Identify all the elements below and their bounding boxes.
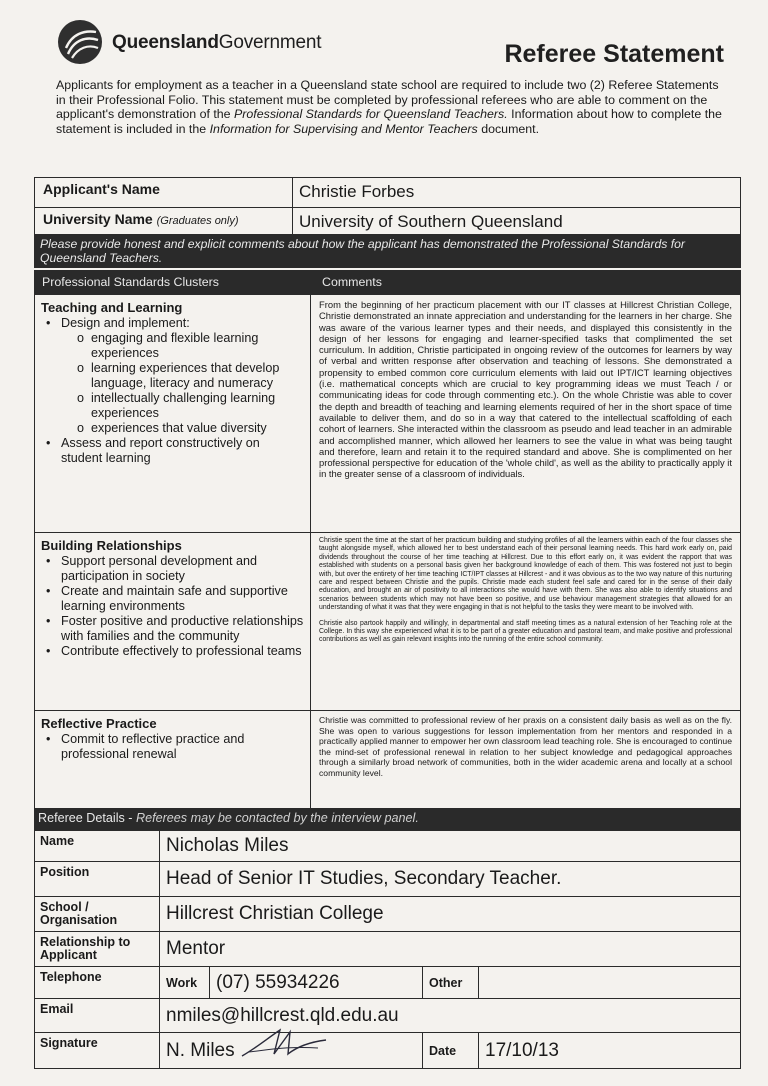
telephone-label: Telephone xyxy=(35,967,160,999)
relationship-field[interactable]: Mentor xyxy=(160,932,741,967)
list-item: • Foster positive and productive relationships with families and the community xyxy=(41,614,304,644)
intro-paragraph: Applicants for employment as a teacher in a Queensland state school are required to include two (2) Referee Statements in their Professional Folio. This statement must be completed by professional referees who are able to comment on the applicant's demonstration of the Professional Standards for Queensland Teachers. Information about how to complete the statement is included in the Information for Supervising and Mentor Teachers document. xyxy=(56,78,722,136)
document-title: Referee Statement xyxy=(504,40,724,68)
work-phone-label: Work xyxy=(160,967,210,999)
government-name: QueenslandGovernment xyxy=(112,32,322,53)
university-name-field[interactable]: University of Southern Queensland xyxy=(293,208,741,238)
list-item: • Contribute effectively to professional teams xyxy=(41,644,304,659)
comment-reflective-practice[interactable]: Christie was committed to professional review of her praxis on a consistent daily basis as well as on the fly. She was open to various suggestions for lesson implementation from her mentors and responded in a practically applied manner to empower her own classroom lead teaching role. She is encouraged to continue the mind-set of professional renewal in relation to her subject knowledge and pedagogical approaches through a similarly broad network of communities, both in the wider academic arena and locally at a school community level. xyxy=(311,711,741,809)
list-item: o engaging and flexible learning experiences xyxy=(61,331,304,361)
list-item: • Create and maintain safe and supportive learning environments xyxy=(41,584,304,614)
other-phone-field[interactable] xyxy=(479,967,741,999)
list-item: • Support personal development and participation in society xyxy=(41,554,304,584)
email-label: Email xyxy=(35,999,160,1033)
other-phone-label: Other xyxy=(423,967,479,999)
position-field[interactable]: Head of Senior IT Studies, Secondary Teacher. xyxy=(160,862,741,897)
queensland-government-logo xyxy=(56,18,104,66)
instruction-banner: Please provide honest and explicit comments about how the applicant has demonstrated the Professional Standards for Queensland Teachers. xyxy=(34,234,741,268)
comment-teaching-learning[interactable]: From the beginning of her practicum placement with our IT classes at Hillcrest Christian College, Christie demonstrated an innate appreciation and understanding for the learners in her charge. She was aware of the various learner types and their needs, and displayed this consistently in the design of her lessons for engaging and learner-specified tasks that complimented the set curriculum. In addition, Christie participated in ongoing review of the outcomes for learners by way of verbal and written response after observation and teaching of lessons. She demonstrated a propensity to embed common core curriculum elements with laid out IPT/ICT learning objectives (i.e. mathematical concepts which are crucial to key programming ideas we must Teach / or communicating ideas for code through commenting etc.). On the whole Christie was able to cover the depth and breadth of teaching and learning elements required of her in the short space of time available to deliver them, and do so in a way that catered to the intellectual scaffolding of each cohort of learners. She interacted within the classroom as pseudo and lead teacher in an admirable and accomplished manner, which allowed her learners to see the value in what was being taught and therefore, learn and retain it to the required standard and above. She is complimented on her professional perspective for education of the 'whole child', as well as the ability to practically apply it in the greater sense of a classroom of individuals. xyxy=(311,295,741,533)
applicant-name-label: Applicant's Name xyxy=(35,178,293,208)
column-header-band xyxy=(34,270,741,294)
school-field[interactable]: Hillcrest Christian College xyxy=(160,897,741,932)
applicant-name-field[interactable]: Christie Forbes xyxy=(293,178,741,208)
school-label: School / Organisation xyxy=(35,897,160,932)
list-item: • Design and implement: o engaging and flexible learning experiences o learning experiences that develop language, literacy and numeracy o intellectually challenging learning experiences o experiences that value diversity xyxy=(41,316,304,436)
list-item: o learning experiences that develop language, literacy and numeracy xyxy=(61,361,304,391)
signature-field[interactable]: N. Miles xyxy=(160,1033,423,1069)
cluster-building-relationships xyxy=(35,533,311,711)
list-item: • Assess and report constructively on student learning xyxy=(41,436,304,466)
clusters-column-header: Professional Standards Clusters xyxy=(42,275,219,289)
relationship-label: Relationship to Applicant xyxy=(35,932,160,967)
applicant-table xyxy=(34,177,741,238)
email-field[interactable]: nmiles@hillcrest.qld.edu.au xyxy=(160,999,741,1033)
cluster-reflective-practice xyxy=(35,711,311,809)
comment-building-relationships[interactable]: Christie spent the time at the start of her practicum building and studying profiles of all the learners within each of the four classes she taught alongside myself, which allowed her to best understand each of their personal learning needs. This hard work early on, paid dividends throughout the course of her time teaching at Hillcrest. Due to this effort early on, it was evident the rapport that was established with students on a personal basis given her background knowledge of each of them. This was fostered not just to begin with, but over the entirety of her time teaching ICT/IPT classes at Hillcrest - and it was obvious as to the two way nature of this nurturing care and respect between Christie and the pupils. Christie made each student feel safe and cared for in the sense of their daily education, and brought an air of positivity to all interactions she would have with them. She was also able to identify situations and scenarios between students which may not have been so positive, and use behaviour management strategies that allowed for an understanding of what it was that they were engaging in that is not helpful to the tasks they were meant to be involved with. Christie also partook happily and willingly, in departmental and staff meeting times as a natural extension of her Teaching role at the College. In this way she experienced what it is to be part of a greater education and pastoral team, and make positive and professional contributions as well as gain relevant insights into the running of the entire school community. xyxy=(311,533,741,711)
referee-details-band: Referee Details - Referees may be contacted by the interview panel. xyxy=(34,808,741,830)
referee-name-label: Name xyxy=(35,831,160,862)
list-item: o intellectually challenging learning experiences xyxy=(61,391,304,421)
comments-column-header: Comments xyxy=(322,275,382,289)
cluster-title: Teaching and Learning xyxy=(41,300,183,315)
signature-label: Signature xyxy=(35,1033,160,1069)
date-label: Date xyxy=(423,1033,479,1069)
cluster-teaching-learning xyxy=(35,295,311,533)
cluster-title: Reflective Practice xyxy=(41,716,157,731)
cluster-title: Building Relationships xyxy=(41,538,182,553)
date-field[interactable]: 17/10/13 xyxy=(479,1033,741,1069)
list-item: • Commit to reflective practice and professional renewal xyxy=(41,732,304,762)
referee-table xyxy=(34,830,741,1069)
referee-name-field[interactable]: Nicholas Miles xyxy=(160,831,741,862)
work-phone-field[interactable]: (07) 55934226 xyxy=(210,967,423,999)
signature-scrawl xyxy=(238,1024,330,1064)
list-item: o experiences that value diversity xyxy=(61,421,304,436)
position-label: Position xyxy=(35,862,160,897)
university-name-label: University Name (Graduates only) xyxy=(35,208,293,238)
standards-table xyxy=(34,294,741,809)
